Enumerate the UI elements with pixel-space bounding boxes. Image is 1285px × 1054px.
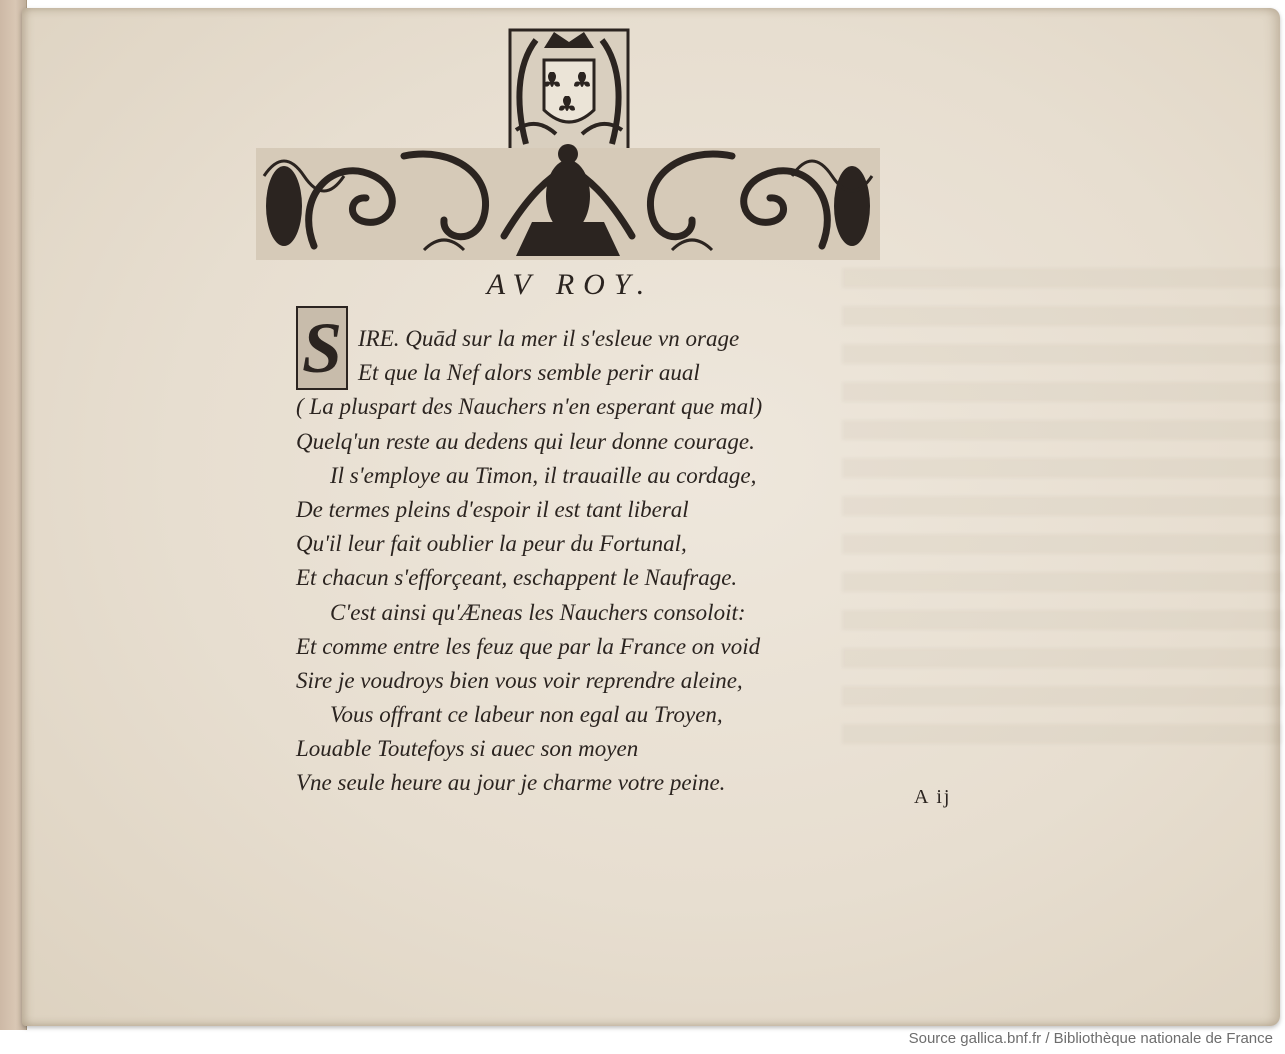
drop-cap-letter: S (301, 308, 343, 388)
poem-line: Sire je voudroys bien vous voir reprendre aleine, (296, 667, 743, 693)
royal-arms-headpiece-ornament (254, 26, 882, 262)
poem-text (296, 322, 856, 801)
crest (510, 30, 628, 150)
poem-line: Qu'il leur fait oublier la peur du Fortunal, (296, 531, 687, 557)
poem-line: Il s'employe au Timon, il trauaille au cordage, (330, 462, 757, 488)
frieze (256, 144, 880, 260)
poem-line: Et chacun s'efforçeant, eschappent le Naufrage. (296, 565, 738, 591)
page-title: AV ROY. (486, 268, 654, 301)
poem-line: Quelq'un reste au dedens qui leur donne courage. (296, 428, 755, 454)
poem-line: Louable Toutefoys si auec son moyen (296, 736, 639, 762)
poem-line: Et que la Nef alors semble perir aual (358, 360, 700, 386)
poem-line: Vne seule heure au jour je charme votre peine. (296, 770, 726, 796)
poem-line: IRE. Quād sur la mer il s'esleue vn orage (358, 326, 740, 351)
source-credit: Source gallica.bnf.fr / Bibliothèque nationale de France (908, 1030, 1273, 1047)
poem-line: ( La pluspart des Nauchers n'en esperant que mal) (296, 394, 763, 420)
poem-line: C'est ainsi qu'Æneas les Nauchers consoloit: (330, 599, 746, 625)
poem-line: Et comme entre les feuz que par la France on void (296, 633, 761, 659)
show-through-text (842, 268, 1282, 748)
signature-mark: A ij (914, 786, 952, 808)
poem-line: De termes pleins d'espoir il est tant liberal (296, 496, 689, 522)
poem-line: Vous offrant ce labeur non egal au Troyen, (330, 702, 723, 728)
